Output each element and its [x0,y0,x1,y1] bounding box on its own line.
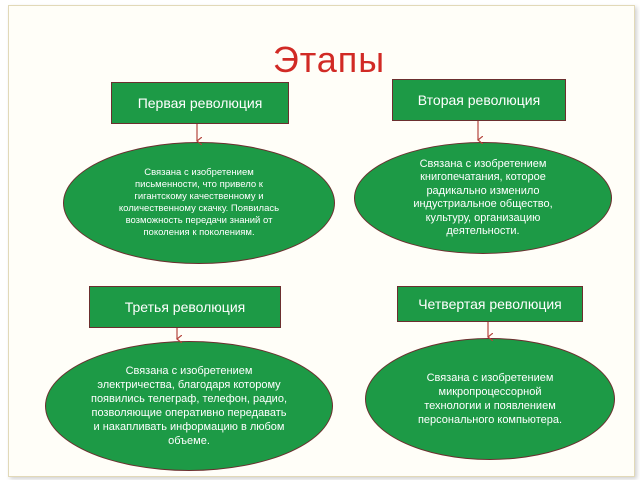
stage-2-description-text: Связана с изобретением книгопечатания, которое радикально изменило индустриальное общество, культуру, организацию деятельности. [413,157,553,237]
stage-4-header-label: Четвертая революция [418,295,562,312]
stage-3-description-text: Связана с изобретением электричества, благодаря которому появились телеграф, телефон, радио, позволяющие оперативно передавать и накапливать информацию в любом объеме. [90,365,287,447]
slide [8,5,635,477]
connector-arrows [9,6,634,476]
stage-3-header-label: Третья революция [124,299,246,315]
stage-1-header-label: Первая революция [137,95,263,111]
stage-2-header-label: Вторая революция [417,92,541,108]
slide-title: Этапы [272,39,386,80]
stage-1-description-text: Связана с изобретением письменности, что привело к гигантскому качественному и количественному скачку. Появилась возможность передачи знаний от поколения к поколениям. [118,167,280,238]
stage-4-description-text: Связана с изобретением микропроцессорной технологии и появлением персонального компьютера. [417,372,563,426]
